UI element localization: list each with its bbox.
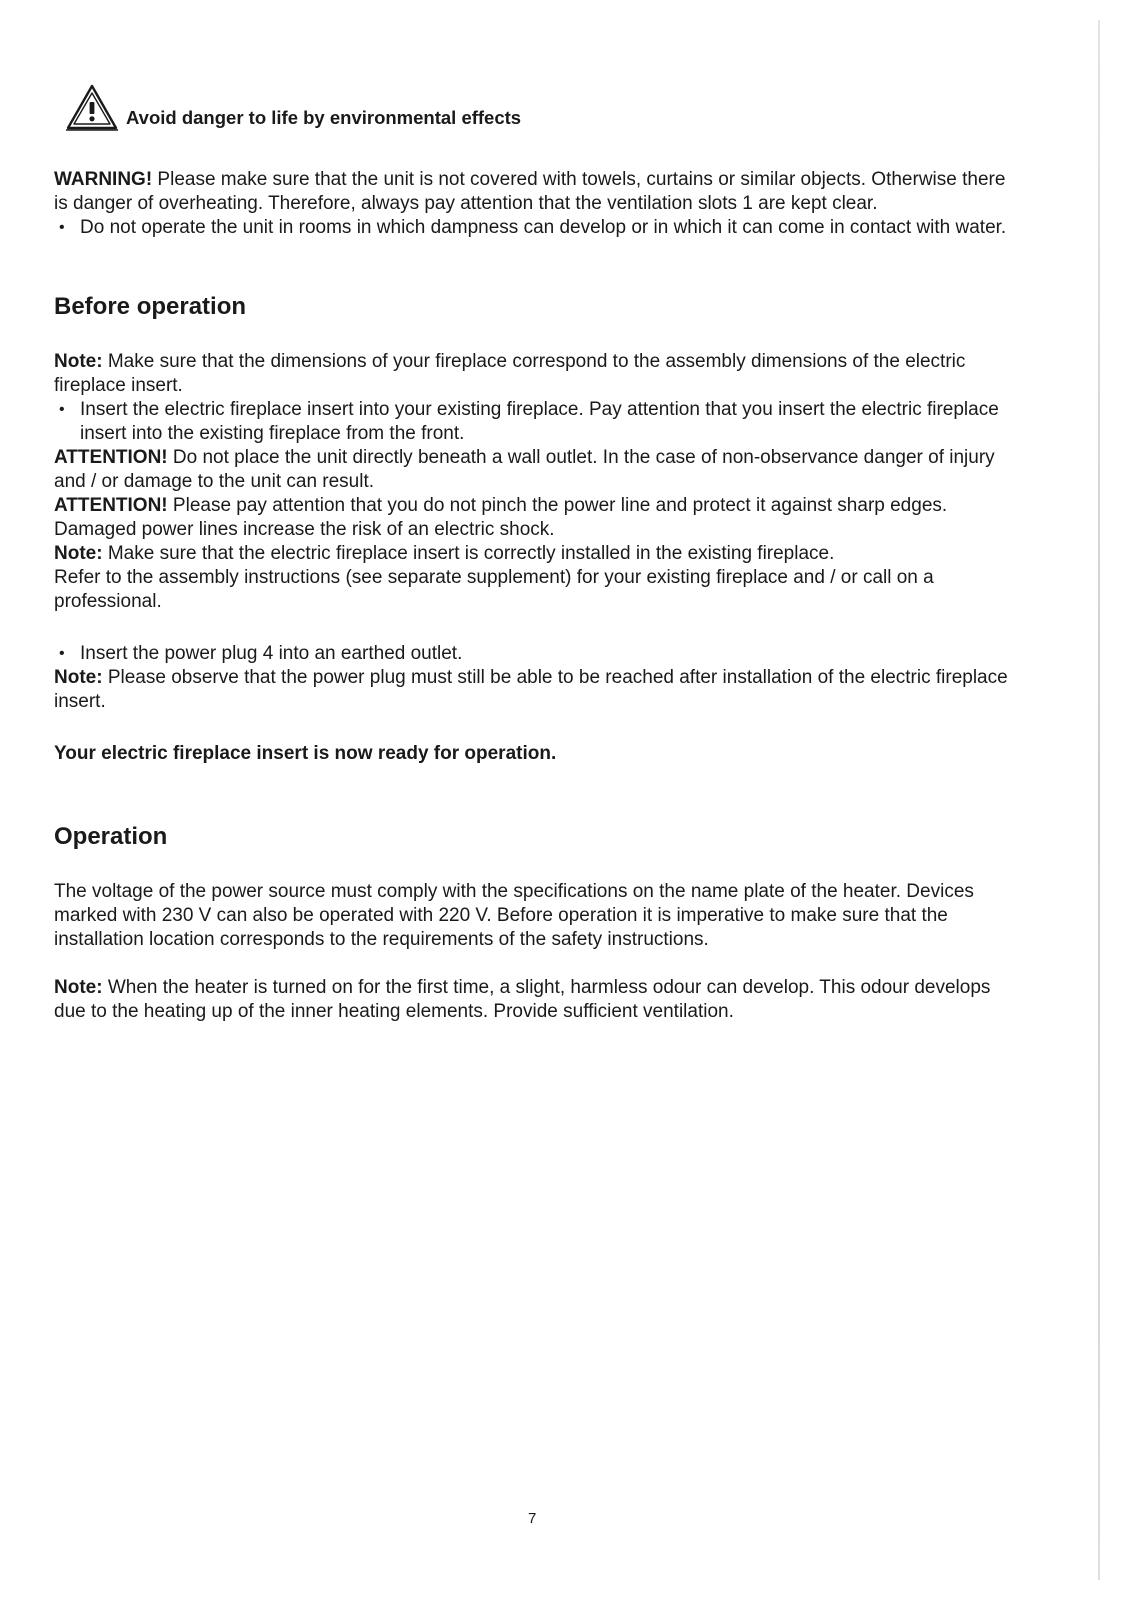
attention-label: ATTENTION! <box>54 495 168 516</box>
refer-paragraph: Refer to the assembly instructions (see separate supplement) for your existing fireplace and / or call on a professional. <box>54 567 934 612</box>
note-dimensions <box>54 350 1014 398</box>
note-label: Note: <box>54 667 103 688</box>
warning-label: WARNING! <box>54 169 153 190</box>
attention-text: Please pay attention that you do not pinch the power line and protect it against sharp edges. Damaged power lines increase the risk of an electric shock. <box>54 495 948 540</box>
operation-heading: Operation <box>54 823 168 850</box>
note-text: Make sure that the electric fireplace insert is correctly installed in the existing fireplace. <box>102 543 835 564</box>
ready-statement: Your electric fireplace insert is now ready for operation. <box>54 743 557 764</box>
warning-triangle-icon <box>64 82 120 132</box>
note-text: When the heater is turned on for the first time, a slight, harmless odour can develop. This odour develops due to the heating up of the inner heating elements. Provide sufficient ventilation. <box>54 977 991 1022</box>
page-number: 7 <box>528 1510 537 1527</box>
warning-heading <box>64 82 1014 132</box>
warning-bullet: • Do not operate the unit in rooms in which dampness can develop or in which it can come in contact with water. <box>54 216 1014 240</box>
warning-title: Avoid danger to life by environmental effects <box>126 107 522 128</box>
note-text: Please observe that the power plug must still be able to be reached after installation of the electric fireplace insert. <box>54 667 1008 712</box>
attention-text: Do not place the unit directly beneath a wall outlet. In the case of non-observance danger of injury and / or damage to the unit can result. <box>54 447 995 492</box>
note-label: Note: <box>54 543 103 564</box>
attention-power-line <box>54 494 1014 542</box>
voltage-paragraph: The voltage of the power source must comply with the specifications on the name plate of the heater. Devices marked with 230 V can also be operated with 220 V. Before operation it is imperative to make sure that the installation location corresponds to the requirements of the safety instructions. <box>54 881 974 950</box>
note-text: Make sure that the dimensions of your fireplace correspond to the assembly dimensions of the electric fireplace insert. <box>54 351 966 396</box>
warning-paragraph <box>54 168 1014 216</box>
note-installed <box>54 542 1014 566</box>
note-power-plug <box>54 666 1014 714</box>
note-label: Note: <box>54 351 103 372</box>
scan-edge-line <box>1098 20 1100 1580</box>
note-label: Note: <box>54 977 103 998</box>
warning-text: Please make sure that the unit is not covered with towels, curtains or similar objects. Otherwise there is danger of overheating. Therefore, always pay attention that the ventilation slots 1 are kept clear. <box>54 169 1006 214</box>
attention-label: ATTENTION! <box>54 447 168 468</box>
page-content <box>54 82 1014 1024</box>
note-odour <box>54 976 1014 1024</box>
insert-bullet: • Insert the electric fireplace insert into your existing fireplace. Pay attention that you insert the electric fireplace insert into the existing fireplace from the front. <box>54 398 1014 446</box>
power-plug-bullet: • Insert the power plug 4 into an earthed outlet. <box>54 642 1014 666</box>
before-operation-heading: Before operation <box>54 293 247 320</box>
attention-wall-outlet <box>54 446 1014 494</box>
